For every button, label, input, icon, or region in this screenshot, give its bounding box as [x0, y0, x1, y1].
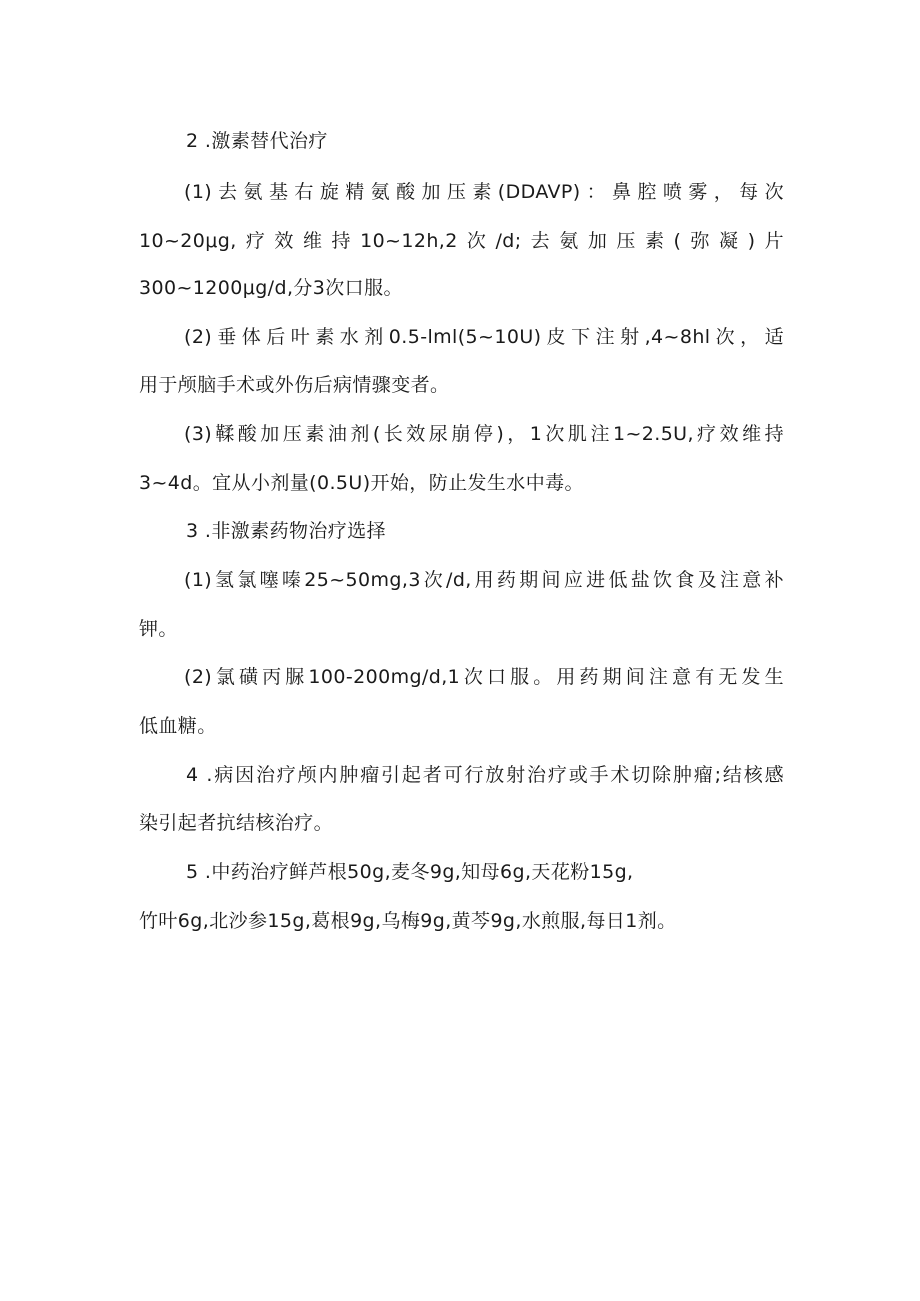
paragraph-line: (1)去氨基右旋精氨酸加压素(DDAVP)：鼻腔喷雾，每次 [184, 181, 784, 203]
section-heading-5: 5 .中药治疗鲜芦根50g,麦冬9g,知母6g,天花粉15g, [186, 861, 634, 883]
paragraph-line: (1)氢氯噻嗪25~50mg,3次/d,用药期间应进低盐饮食及注意补 [184, 569, 784, 591]
paragraph-line: 300~1200μg/d,分3次口服。 [139, 277, 403, 299]
section-heading-4: 4 .病因治疗颅内肿瘤引起者可行放射治疗或手术切除肿瘤;结核感 [186, 764, 784, 786]
paragraph-line: 钾。 [139, 618, 178, 640]
paragraph-line: 低血糖。 [139, 715, 217, 737]
section-heading-3: 3 .非激素药物治疗选择 [186, 520, 386, 542]
paragraph-line: 3~4d。宜从小剂量(0.5U)开始，防止发生水中毒。 [139, 472, 584, 494]
paragraph-line: 用于颅脑手术或外伤后病情骤变者。 [139, 374, 450, 396]
paragraph-line: 10~20μg,疗效维持10~12h,2次/d;去氨加压素(弥凝)片 [139, 230, 784, 252]
paragraph-line: (3)鞣酸加压素油剂(长效尿崩停)，1次肌注1~2.5U,疗效维持 [184, 423, 784, 445]
paragraph-line: 染引起者抗结核治疗。 [139, 812, 334, 834]
paragraph-line: (2)垂体后叶素水剂0.5-lml(5~10U)皮下注射,4~8hl次，适 [184, 326, 784, 348]
section-heading-2: 2 .激素替代治疗 [186, 130, 328, 152]
paragraph-line: 竹叶6g,北沙参15g,葛根9g,乌梅9g,黄芩9g,水煎服,每日1剂。 [139, 910, 677, 932]
paragraph-line: (2)氯磺丙脲100-200mg/d,1次口服。用药期间注意有无发生 [184, 666, 784, 688]
